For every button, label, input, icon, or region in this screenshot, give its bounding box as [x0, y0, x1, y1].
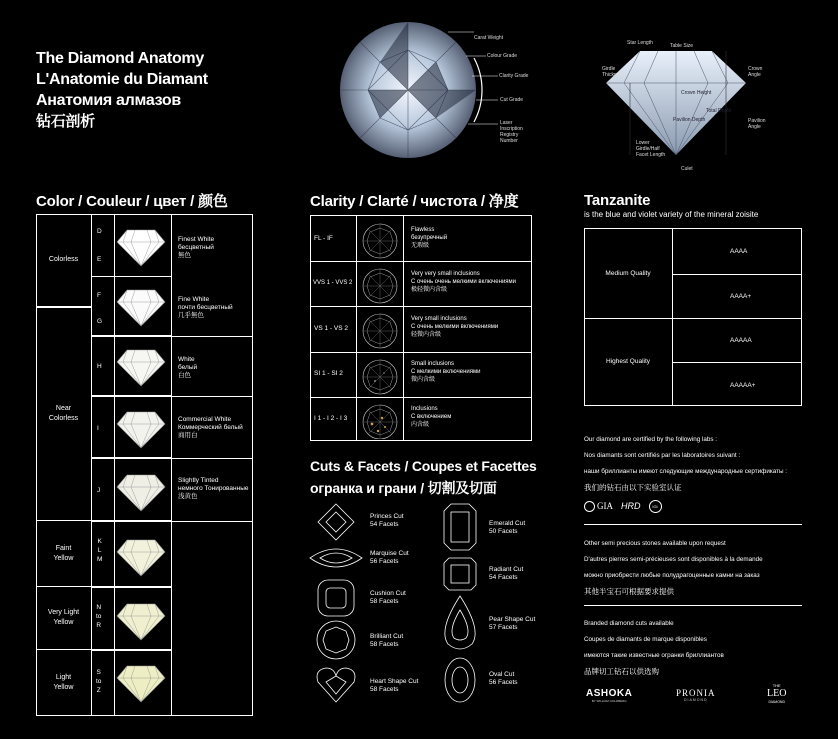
clarity-grade: SI 1 - SI 2 — [314, 370, 343, 377]
marquise-cut-icon — [310, 549, 362, 567]
clarity-desc: Small inclusions С мелкими включениями 微内含级 — [411, 361, 481, 383]
tanzanite-subtitle: is the blue and violet variety of the mineral zoisite — [584, 210, 759, 219]
clarity-heading: Clarity / Clarté / чистота / 净度 — [310, 193, 519, 210]
color-group: Faint Yellow — [36, 521, 91, 587]
label-pavilion-depth: Pavilion Depth — [673, 117, 706, 123]
diamond-icon — [117, 290, 165, 326]
diamond-icon — [117, 412, 165, 448]
tanzanite-grade: AAAA+ — [730, 293, 752, 300]
cut-label: Cushion Cut 58 Facets — [370, 590, 406, 605]
diamond-icon — [363, 224, 397, 258]
title-fr: L'Anatomie du Diamant — [36, 71, 208, 88]
clarity-grade: VS 1 - VS 2 — [314, 325, 348, 332]
color-diamond-icons — [113, 220, 169, 714]
diamond-icon — [117, 230, 165, 266]
diamond-icon — [363, 405, 397, 439]
diamond-icon — [117, 604, 165, 640]
cushion-cut-icon — [318, 580, 354, 616]
label-laser-inscription: Laser Inscription Registry Number — [500, 120, 523, 144]
brilliant-cut-icon — [317, 621, 355, 659]
title-ru: Анатомия алмазов — [36, 92, 181, 109]
pear-cut-icon — [445, 596, 475, 649]
branded-notes: Branded diamond cuts available Coupes de diamants de marque disponibles имеются такие известные огранки бриллиантов 品牌切工钻石以供选购 — [584, 620, 724, 676]
princess-cut-icon — [318, 504, 354, 540]
cut-label: Princes Cut 54 Facets — [370, 513, 404, 528]
cut-label: Marquise Cut 56 Facets — [370, 550, 409, 565]
pronia-logo: PRONIA DIAMOND — [676, 688, 716, 702]
clarity-desc: Inclusions С включением 内含级 — [411, 406, 452, 428]
cut-label: Emerald Cut 50 Facets — [489, 520, 526, 535]
color-row-fg: F G — [91, 276, 171, 336]
label-girdle-thickness: Girdle Thickness — [602, 66, 625, 78]
clarity-grade: FL - IF — [314, 235, 333, 242]
clarity-desc: Flawless безупречный 无瑕级 — [411, 227, 448, 249]
color-group: Light Yellow — [53, 673, 74, 691]
diamond-icon — [117, 475, 165, 511]
leo-logo: THE LEO DIAMOND — [767, 683, 787, 704]
label-carat-weight: Carat Weight — [474, 35, 504, 41]
lab-logos — [584, 498, 662, 514]
color-row-de: D E — [97, 228, 102, 263]
oval-cut-icon — [445, 658, 475, 702]
semi-precious-notes: Other semi precious stones available upon request D'autres pierres semi-précieuses sont disponibles à la demande можно приобрести любые полудрагоценные камни на заказ 其他半宝石可根据要求提供 — [584, 540, 763, 596]
color-row-sz: S to Z — [96, 669, 102, 694]
color-heading: Color / Couleur / цвет / 颜色 — [36, 193, 228, 210]
label-clarity-grade: Clarity Grade — [499, 73, 529, 79]
color-row-j: J — [91, 458, 171, 521]
label-colour-grade: Colour Grade — [487, 53, 518, 59]
cut-label: Radiant Cut 54 Facets — [489, 566, 524, 581]
label-culet: Culet — [681, 166, 693, 172]
label-cut-grade: Cut Grade — [500, 97, 524, 103]
radiant-cut-icon — [444, 558, 476, 590]
label-crown-height: Crown Height — [681, 90, 712, 96]
gia-logo: GIA — [584, 501, 613, 512]
color-group: Colorless — [36, 214, 91, 307]
diamond-profile-illustration — [600, 45, 763, 175]
color-desc: Commercial White Коммерческий белый 商用白 — [178, 416, 243, 439]
clarity-desc: Very very small inclusions С очень очень мелкими включениями 极轻微内含级 — [411, 271, 517, 293]
color-row-nr: N to R — [91, 587, 171, 650]
clarity-grade: VVS 1 - VVS 2 — [313, 280, 353, 286]
tanzanite-grade: AAAAA — [730, 337, 752, 344]
label-pavilion-angle: Pavilion Angle — [748, 118, 766, 130]
color-desc: Fine White почти бесцветный 几乎無色 — [178, 296, 233, 319]
label-lower-girdle: Lower Girdle/Half Facet Length — [636, 140, 666, 158]
clarity-desc: Very small inclusions С очень мелкими включениями 轻微内含级 — [411, 316, 499, 338]
cut-label: Pear Shape Cut 57 Facets — [489, 616, 536, 631]
color-row-i: I — [91, 396, 171, 458]
igi-logo: IGI — [649, 500, 662, 513]
emerald-cut-icon — [444, 504, 476, 550]
title-zh: 钻石剖析 — [36, 113, 95, 130]
cut-label: Heart Shape Cut 58 Facets — [370, 678, 419, 693]
label-total-depth: Total Depth — [706, 108, 732, 114]
color-group: Very Light Yellow — [36, 587, 91, 650]
diamond-icon — [117, 666, 165, 702]
color-row-klm: K L M — [91, 521, 171, 587]
clarity-grade: I 1 - I 2 - I 3 — [314, 415, 348, 422]
cuts-heading: Cuts & Facets / Coupes et Facettes — [310, 458, 537, 474]
diamond-top-view-illustration — [338, 18, 548, 168]
cut-label: Oval Cut 56 Facets — [489, 671, 518, 686]
clarity-diamond-icons — [358, 219, 402, 439]
color-groups — [36, 214, 91, 716]
cuts-heading-2: огранка и грани / 切割及切面 — [310, 480, 497, 496]
tanzanite-grade: AAAAA+ — [730, 382, 756, 389]
color-desc: White белый 白色 — [178, 356, 198, 379]
title-en: The Diamond Anatomy — [36, 50, 204, 67]
tanzanite-table — [584, 228, 802, 406]
label-crown-angle: Crown Angle — [748, 66, 763, 78]
title-block — [36, 48, 208, 132]
color-desc: Finest White бесцветный 無色 — [178, 236, 215, 259]
diamond-icon — [117, 350, 165, 386]
color-group: Near Colorless — [36, 307, 91, 521]
tanzanite-heading: Tanzanite — [584, 192, 651, 209]
cert-notes: Our diamond are certified by the following labs : Nos diamants sont certifiés par les laboratoires suivant : наши бриллианты имеют следующие международные сертификаты : 我们的钻石由以下实验室认证 — [584, 436, 788, 492]
tanzanite-grade: AAAA — [730, 248, 748, 255]
color-desc: Slightly Tinted немного Тонированные 浅黄色 — [178, 477, 249, 500]
tanzanite-group: Highest Quality — [605, 358, 651, 365]
ashoka-logo: ASHOKA BY WILLIAM GOLDBERG — [586, 688, 633, 703]
label-star-length: Star Length — [627, 40, 653, 46]
diamond-icon — [363, 269, 397, 303]
label-table-size: Table Size — [670, 43, 694, 49]
diamond-icon — [363, 314, 397, 348]
diamond-icon — [117, 540, 165, 576]
heart-cut-icon — [317, 668, 355, 702]
tanzanite-group: Medium Quality — [605, 270, 651, 277]
hrd-logo: HRD — [621, 501, 641, 511]
diamond-icon — [363, 360, 397, 394]
color-row-h: H — [91, 336, 171, 396]
cut-label: Brilliant Cut 58 Facets — [370, 633, 404, 648]
